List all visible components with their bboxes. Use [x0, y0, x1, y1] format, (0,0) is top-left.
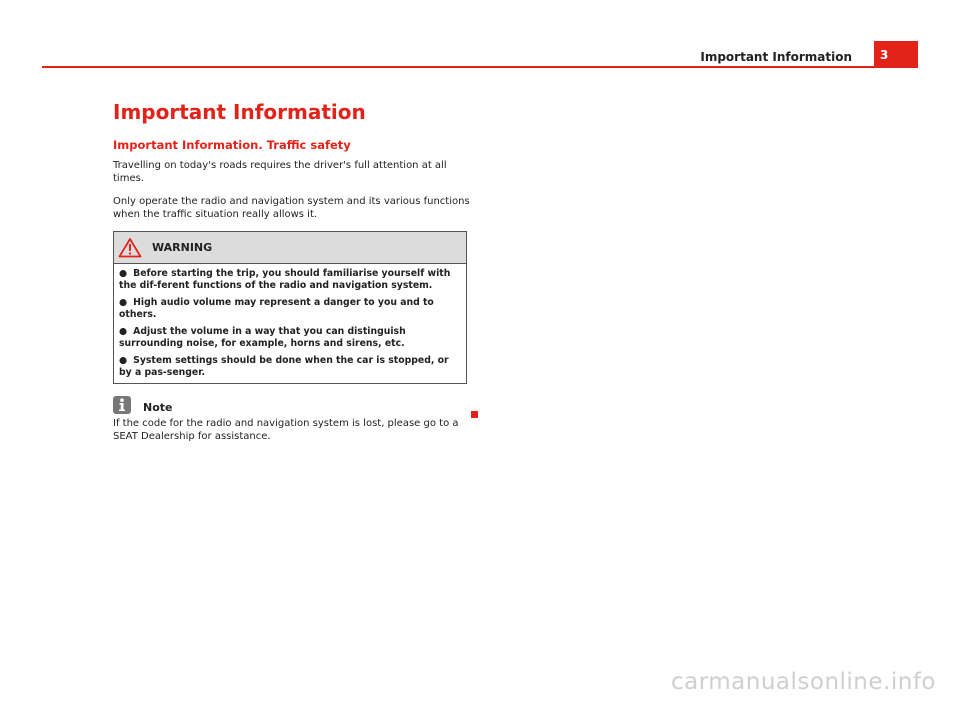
running-header-title: Important Information: [700, 50, 852, 64]
bullet: ●: [119, 268, 128, 279]
bullet: ●: [119, 326, 128, 337]
page-content: [113, 100, 473, 453]
bullet: ●: [119, 355, 128, 366]
warning-item-text: High audio volume may represent a danger to you and to others.: [119, 297, 434, 320]
warning-item-text: Adjust the volume in a way that you can distinguish surrounding noise, for example, horns and sirens, etc.: [119, 326, 406, 349]
warning-item: [119, 355, 461, 378]
warning-item-text: System settings should be done when the car is stopped, or by a pas-senger.: [119, 355, 449, 378]
bullet: ●: [119, 297, 128, 308]
body-paragraph: Travelling on today's roads requires the driver's full attention at all times.: [113, 160, 447, 184]
watermark: carmanualsonline.info: [670, 669, 936, 695]
header-rule: [42, 66, 918, 68]
body-paragraph: Only operate the radio and navigation system and its various functions when the traffic situation really allows it.: [113, 196, 470, 220]
warning-item: [119, 268, 461, 291]
warning-item-text: Before starting the trip, you should familiarise yourself with the dif-ferent functions of the radio and navigation system.: [119, 268, 451, 291]
note-header: [113, 396, 473, 414]
warning-label: WARNING: [152, 241, 213, 254]
info-icon: [113, 396, 131, 414]
section-end-marker: [471, 411, 478, 418]
page-title: Important Information: [113, 100, 366, 124]
warning-triangle-icon: [118, 237, 142, 258]
warning-item: [119, 297, 461, 320]
warning-item: [119, 326, 461, 349]
warning-header: [114, 232, 466, 264]
note-label: Note: [143, 401, 173, 414]
warning-body: [114, 264, 466, 383]
page-number: 3: [874, 41, 918, 68]
warning-box: [113, 231, 467, 384]
note-text: If the code for the radio and navigation system is lost, please go to a SEAT Dealership for assistance.: [113, 418, 459, 442]
section-title: Important Information. Traffic safety: [113, 138, 351, 152]
